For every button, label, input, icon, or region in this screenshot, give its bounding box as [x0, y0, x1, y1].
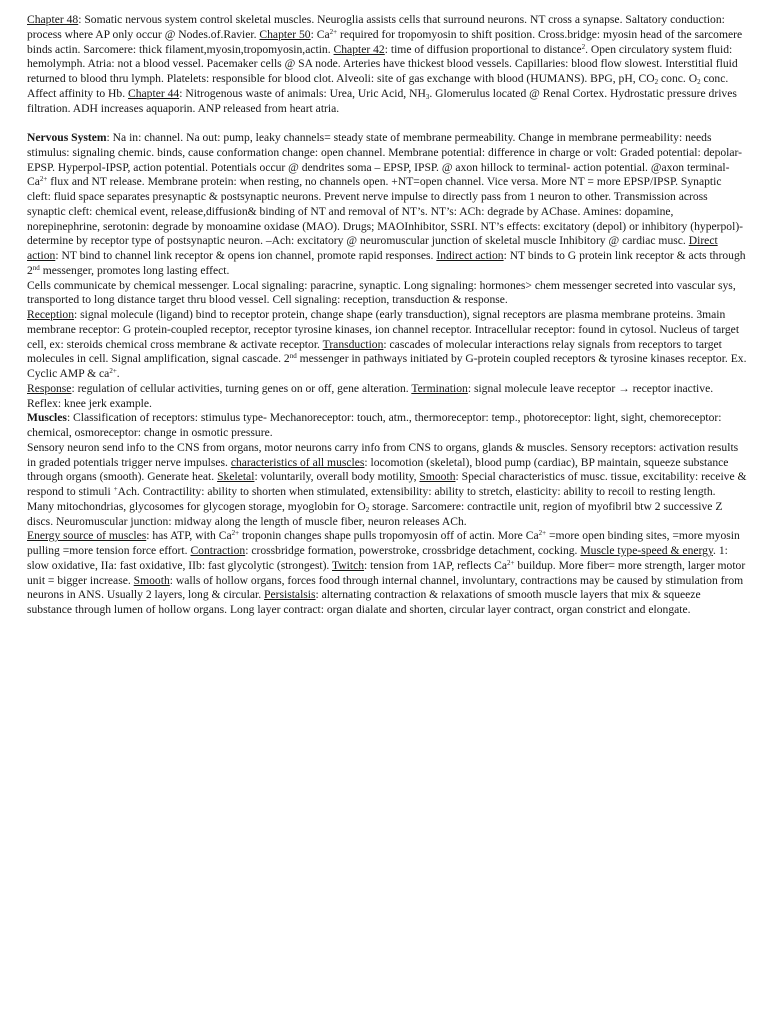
nervous-system-paragraph	[27, 131, 748, 279]
underlined-heading: Chapter 42	[333, 42, 385, 56]
body-text: . Open circulatory system fluid: hemolymph. Atria: not a blood vessel. Pacemaker cells @ SA node. Arteries have thickest blood vessels. Capillaries: blood flow slowest. Interstitial fluid returned to blood thru lymph. Platelets: responsible for blood clot. Alveoli: site of gas exchange with blood (HUMANS). BPG, pH, CO	[27, 42, 738, 85]
body-text: : Special characteristics of musc. tissue, excitability: receive & respond to stimuli	[27, 470, 747, 498]
body-text: messenger in pathways initiated by G-protein coupled receptors & tyrosine kinases receptor. Ex. Cyclic AMP & ca	[27, 352, 747, 380]
underlined-heading: Transduction	[322, 337, 384, 351]
underlined-heading: Chapter 44	[128, 86, 180, 100]
body-text: : has ATP, with Ca	[146, 529, 232, 543]
body-text: Ach. Contractility: ability to shorten when stimulated, extensibility: ability to stretch, elasticity: ability to recoil to resting length.	[117, 485, 716, 498]
body-text: : Na in: channel. Na out: pump, leaky channels= steady state of membrane permeability. Change in membrane permeability: needs stimulus: signaling chemic. binds, cause conformation change: open channel. Membrane potential: difference in charge or volt: Graded potential: depolar-EPSP. Hyperpol-IPSP, action potential. Potentials occur @ dendrites soma – EPSP, IPSP. @ axon hillock to terminal- action potential. @axon terminal- Ca	[27, 131, 743, 189]
response-paragraph	[27, 382, 748, 397]
underlined-heading: Twitch	[332, 558, 365, 572]
body-text: buildup. More fiber= more strength, larger motor unit = bigger increase.	[27, 558, 746, 587]
bold-heading: Nervous System	[27, 131, 107, 144]
reflex-paragraph	[27, 397, 748, 412]
body-text: =more open binding sites, =more myosin pulling =more tension force effort.	[27, 529, 740, 557]
subscript-text: 2	[697, 78, 701, 86]
body-text: : locomotion (skeletal), blood pump (cardiac), BP maintain, squeeze substance through organs (smooth). Generate heat.	[27, 455, 729, 484]
body-text: Many mitochondrias, glycosomes for glycogen storage, myoglobin for O	[27, 499, 366, 513]
subscript-text: 2	[654, 78, 659, 86]
superscript-text: 2+	[39, 175, 48, 184]
body-text: Sensory neuron send info to the CNS from organs, motor neurons carry info from CNS to organs, glands & muscles. Sensory receptors: activation results in graded potentials trigger nerve impulses.	[27, 440, 739, 469]
body-text: : Nitrogenous waste of animals: Urea, Uric Acid, NH	[179, 86, 426, 100]
body-text: : voluntarily, overall body motility,	[254, 470, 420, 484]
body-text: .	[116, 367, 120, 380]
body-text: : alternating contraction & relaxations of smooth muscle layers that mix & squeeze substance through lumen of hollow organs. Long layer contract: organ dialate and shorten, circular layer contract, organ constrict and elongate.	[27, 588, 701, 616]
body-text: conc. Affect affinity to Hb.	[27, 72, 729, 100]
body-text: : crossbridge formation, powerstroke, crossbridge detachment, cocking.	[245, 544, 581, 557]
subscript-text: 2	[365, 505, 370, 514]
superscript-text: +	[113, 485, 118, 493]
body-text: required for tropomyosin to shift position. Cross.bridge: myosin head of the sarcomere binds actin. Sarcomere: thick filament,myosin,tropomyosin,actin.	[27, 27, 743, 56]
body-text: storage. Sarcomere: contractile unit, region of myofibril btw 2 successive Z discs. Neuromuscular junction: midway along the length of muscle fiber, neuron releases ACh.	[27, 499, 723, 528]
sensory-neuron-paragraph	[27, 441, 748, 500]
paragraph-spacer	[27, 116, 748, 131]
intro-paragraph	[27, 13, 748, 116]
underlined-heading: Chapter 50	[259, 27, 311, 41]
underlined-heading: Termination	[411, 381, 468, 395]
superscript-text: nd	[289, 352, 297, 361]
body-text: : time of diffusion proportional to distance	[384, 42, 582, 56]
body-text: : regulation of cellular activities, turning genes on or off, gene alteration.	[71, 381, 412, 395]
body-text: : NT bind to channel link receptor & opens ion channel, promote rapid responses.	[55, 249, 437, 262]
reception-paragraph	[27, 308, 748, 382]
energy-source-paragraph	[27, 529, 748, 618]
body-text: : NT binds to G protein link receptor & acts through 2	[27, 249, 746, 277]
bold-heading: Muscles	[27, 411, 67, 425]
superscript-text: 2	[581, 42, 586, 51]
superscript-text: nd	[32, 263, 40, 272]
body-text: : Ca	[310, 27, 330, 41]
body-text: : signal molecule leave receptor → receptor inactive.	[467, 381, 714, 395]
body-text: : cascades of molecular interactions relay signals from receptors to target molecules in cell. Signal amplification, signal cascade. 2	[27, 337, 722, 366]
superscript-text: 2+	[109, 367, 117, 375]
mitochondria-paragraph	[27, 500, 748, 530]
underlined-heading: Response	[27, 381, 72, 395]
underlined-heading: Muscle type-speed & energy	[580, 544, 714, 557]
cell-signaling-paragraph	[27, 279, 748, 309]
body-text: . 1: slow oxidative, IIa: fast oxidative, IIb: fast glycolytic (strongest).	[27, 544, 728, 572]
underlined-heading: Smooth	[419, 470, 456, 484]
body-text: : walls of hollow organs, forces food through internal channel, involuntary, contractions may be caused by stimulation from neurons in ANS. Usually 2 layers, long & circular.	[27, 573, 744, 602]
underlined-heading: Persistalsis	[264, 588, 316, 602]
underlined-heading: Chapter 48	[27, 13, 79, 26]
underlined-heading: Indirect action	[436, 249, 504, 262]
muscles-paragraph	[27, 411, 748, 441]
underlined-heading: Skeletal	[217, 470, 255, 484]
body-text: : Classification of receptors: stimulus type- Mechanoreceptor: touch, atm., thermoreceptor: temp., photoreceptor: light, sight, chemoreceptor: chemical, osmoreceptor: change in osmotic pressure.	[27, 411, 722, 439]
underlined-heading: Contraction	[190, 544, 246, 557]
body-text: Cells communicate by chemical messenger. Local signaling: paracrine, synaptic. Long signaling: hormones> chem messenger secreted into vascular sys, transported to long distance target thru blood vessel. Cell signaling: reception, transduction & response.	[27, 278, 736, 307]
underlined-heading: characteristics of all muscles	[230, 455, 365, 469]
body-text: conc. O	[658, 72, 698, 85]
superscript-text: 2+	[329, 27, 338, 36]
body-text: troponin changes shape pulls tropomyosin off of actin. More Ca	[239, 529, 539, 543]
body-text: . Glomerulus located @ Renal Cortex. Hydrostatic pressure drives filtration. ADH increases aquaporin. ANP released from heart atria.	[27, 86, 737, 115]
body-text: : signal molecule (ligand) bind to receptor protein, change shape (early transduction), signal receptors are plasma membrane proteins. 3main membrane receptor: G protein-coupled receptor, receptor tyrosine kinases, ion channel receptor. Intracellular receptor: found in cytosol. Nucleus of target cell, ex: steroids chemical cross membrane & activate receptor.	[27, 308, 740, 351]
body-text: : tension from 1AP, reflects Ca	[364, 558, 508, 572]
body-text: flux and NT release. Membrane protein: when resting, no channels open. +NT=open channel. Vice versa. More NT = more EPSP/IPSP. Synaptic cleft: fluid space separates presynaptic & postsynaptic neurons. Prevent nerve impulse to directly pass from 1 neuron to other. Transmission across synaptic cleft: chemical event, release,diffusion& binding of NT and removal of NT’s. NT’s: ACh: degrade by AChase. Amines: dopamine, norepinephrine, serotonin: degrade by monoamine oxidase (MAO). Drugs; MAOInhibitor, SSRI. NT’s effects: excitatory (depol) or inhibitory (hyperpol)- determine by receptor type of postsynaptic neuron. –Ach: excitatory @ neuromuscular junction of skeletal muscle Inhibitory @ cardiac musc.	[27, 175, 744, 248]
underlined-heading: Smooth	[133, 573, 170, 587]
subscript-text: 3	[425, 92, 430, 101]
superscript-text: 2+	[538, 529, 547, 538]
underlined-heading: Direct action	[27, 234, 718, 262]
underlined-heading: Energy source of muscles	[27, 529, 147, 543]
superscript-text: 2+	[507, 558, 515, 567]
superscript-text: 2+	[231, 529, 240, 538]
body-text: messenger, promotes long lasting effect.	[39, 263, 230, 277]
body-text: : Somatic nervous system control skeletal muscles. Neuroglia assists cells that surround neurons. NT cross a synapse. Saltatory conduction: process where AP only occur @ Nodes.of.Ravier.	[27, 13, 725, 41]
body-text: Reflex: knee jerk example.	[27, 396, 152, 410]
underlined-heading: Reception	[27, 308, 75, 321]
